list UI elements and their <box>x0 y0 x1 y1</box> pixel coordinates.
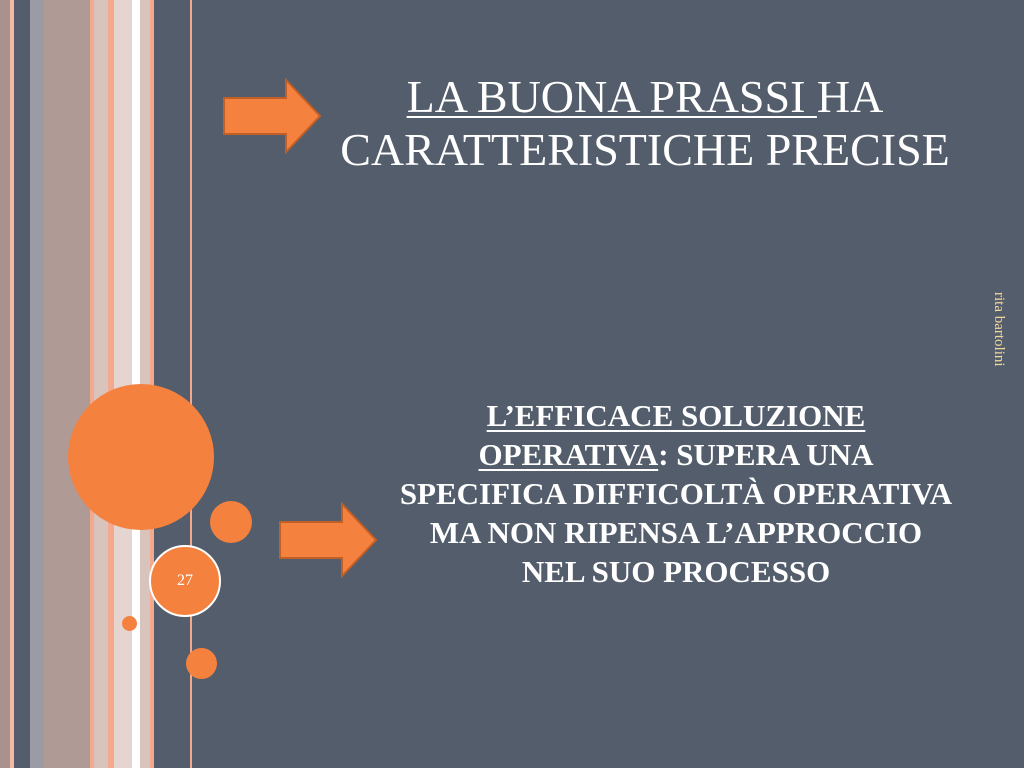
page-number: 27 <box>177 572 193 589</box>
author-name: rita bartolini <box>991 292 1007 367</box>
stripe <box>30 0 44 768</box>
decorative-circle-medium <box>210 501 252 543</box>
slide-body-underlined: L’EFFICACE SOLUZIONE OPERATIVA <box>478 398 866 472</box>
stripe <box>14 0 30 768</box>
stripe <box>154 0 190 768</box>
slide-title-underlined: LA BUONA PRASSI <box>406 71 817 122</box>
stripe <box>0 0 10 768</box>
slide-body-rest: : SUPERA UNA SPECIFICA DIFFICOLTÀ OPERATIVA MA NON RIPENSA L’APPROCCIO NEL SUO PROCESSO <box>399 437 953 589</box>
slide-title-rest: HA CARATTERISTICHE PRECISE <box>340 71 950 175</box>
slide-title <box>330 70 960 176</box>
decorative-circle-small <box>186 648 217 679</box>
stripe <box>44 0 90 768</box>
decorative-circle-large <box>68 384 214 530</box>
decorative-circle-small <box>122 616 137 631</box>
stripe <box>94 0 108 768</box>
right-arrow-icon <box>278 502 378 578</box>
slide-body <box>396 396 956 591</box>
page-number-badge <box>149 545 221 617</box>
right-arrow-icon <box>222 78 322 154</box>
